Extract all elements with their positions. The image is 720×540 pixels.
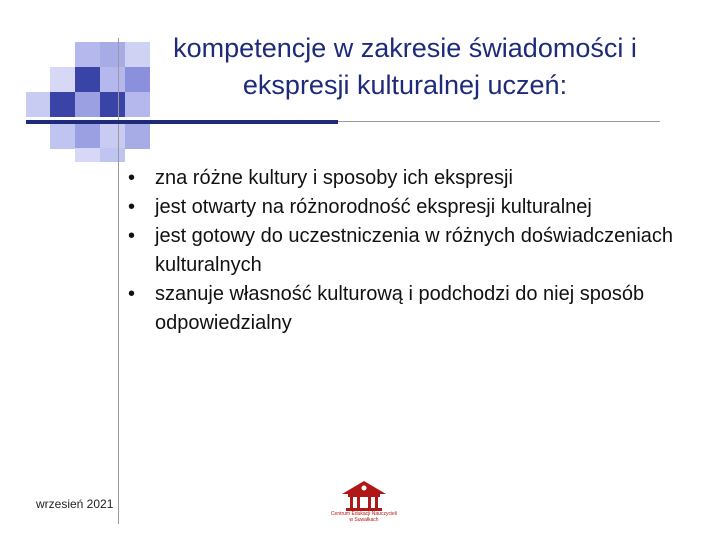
slide-title-line: kompetencje w zakresie świadomości i [173, 33, 637, 63]
tile [75, 92, 100, 117]
bullet-text: szanuje własność kulturową i podchodzi do niej sposób odpowiedzialny [155, 283, 645, 334]
tile [50, 67, 75, 92]
building-roof-icon [312, 478, 416, 512]
list-item [128, 164, 698, 193]
tile [50, 124, 75, 149]
bullet-icon: • [128, 283, 136, 305]
tile [100, 124, 125, 149]
footer-date: wrzesień 2021 [36, 497, 114, 511]
bullet-icon: • [128, 225, 136, 247]
tile [75, 42, 100, 67]
bullet-icon: • [128, 167, 136, 189]
tile [26, 92, 51, 117]
bullet-text: jest gotowy do uczestniczenia w różnych doświadczeniach kulturalnych [155, 225, 674, 276]
bullet-text: jest otwarty na różnorodność ekspresji kulturalnej [155, 196, 592, 218]
tile [125, 124, 150, 149]
logo-caption-line: w Suwałkach [349, 517, 379, 523]
tile [50, 92, 75, 117]
bullet-text: zna różne kultury i sposoby ich ekspresji [155, 167, 513, 189]
list-item [128, 222, 698, 280]
slide-title-line: ekspresji kulturalnej uczeń: [242, 70, 568, 100]
tile [75, 148, 100, 162]
tile [75, 124, 100, 149]
bullet-icon: • [128, 196, 136, 218]
title-underline [338, 121, 660, 122]
logo-caption [312, 511, 416, 523]
tile [75, 67, 100, 92]
list-item [128, 193, 698, 222]
tile [100, 148, 125, 162]
bullet-list [128, 164, 698, 338]
title-underline-accent [26, 120, 338, 124]
list-item [128, 280, 698, 338]
logo-caption-line: Centrum Edukacji Nauczycieli [330, 511, 398, 517]
institution-logo [312, 478, 416, 528]
vertical-divider [118, 38, 119, 524]
slide-title [120, 30, 690, 104]
